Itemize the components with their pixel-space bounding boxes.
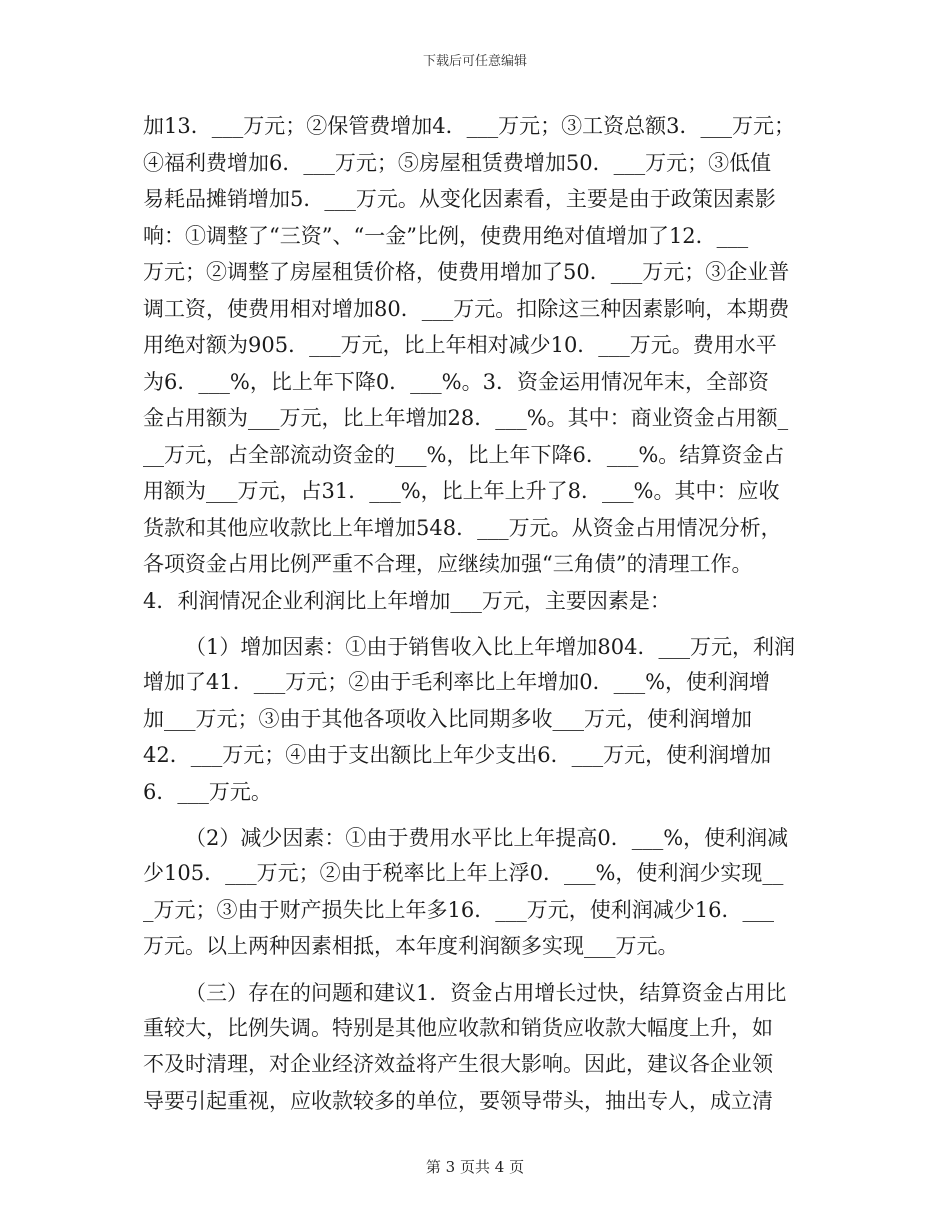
text-line: 42．___万元；④由于支出额比上年少支出6．___万元，使利润增加	[143, 743, 772, 767]
text-line: 万元；②调整了房屋租赁价格，使费用增加了50．___万元；③企业普	[143, 260, 790, 284]
text-line: 易耗品摊销增加5．___万元。从变化因素看，主要是由于政策因素影	[143, 187, 776, 211]
text-line: 响：①调整了“三资”、“一金”比例，使费用绝对值增加了12．___	[143, 223, 749, 248]
text-line: 为6．___%，比上年下降0．___%。3．资金运用情况年末，全部资	[143, 369, 769, 394]
page-header: 下载后可任意编辑	[422, 54, 527, 69]
text-line: 不及时清理，对企业经济效益将产生很大影响。因此，建议各企业领	[143, 1052, 773, 1076]
text-line: 少105．___万元；②由于税率比上年上浮0．___%，使利润少实现__	[143, 861, 784, 885]
text-line: _万元；③由于财产损失比上年多16．___万元，使利润减少16．___	[143, 897, 774, 922]
text-line: 金占用额为___万元，比上年增加28．___%。其中：商业资金占用额_	[143, 406, 789, 430]
text-line: 用绝对额为905．___万元，比上年相对减少10．___万元。费用水平	[143, 333, 777, 357]
text-line: 4．利润情况企业利润比上年增加___万元，主要因素是：	[143, 588, 671, 613]
text-line: （2）减少因素：①由于费用水平比上年提高0．___%，使利润减	[185, 826, 789, 850]
text-line: 重较大，比例失调。特别是其他应收款和销货应收款大幅度上升，如	[143, 1015, 773, 1040]
text-line: 导要引起重视，应收款较多的单位，要领导带头，抽出专人，成立清	[143, 1088, 773, 1113]
text-line: 增加了41．___万元；②由于毛利率比上年增加0．___%，使利润增	[143, 670, 771, 694]
page-footer: 第 3 页共 4 页	[425, 1158, 525, 1176]
text-line: 加13．___万元；②保管费增加4．___万元；③工资总额3．___万元；	[143, 114, 795, 138]
text-line: __万元，占全部流动资金的___%，比上年下降6．___%。结算资金占	[143, 442, 785, 467]
text-line: 各项资金占用比例严重不合理，应继续加强“三角债”的清理工作。	[143, 552, 753, 576]
text-line: ④福利费增加6．___万元；⑤房屋租赁费增加50．___万元；③低值	[143, 150, 772, 175]
text-line: 万元。以上两种因素相抵，本年度利润额多实现___万元。	[143, 934, 679, 958]
text-line: 调工资，使费用相对增加80．___万元。扣除这三种因素影响，本期费	[143, 296, 790, 321]
document-body	[143, 108, 818, 1119]
text-line: 货款和其他应收款比上年增加548．___万元。从资金占用情况分析，	[143, 515, 782, 540]
text-line: 用额为___万元，占31．___%，比上年上升了8．___%。其中：应收	[143, 479, 780, 503]
text-line: 6．___万元。	[143, 779, 272, 804]
text-line: （三）存在的问题和建议1．资金占用增长过快，结算资金占用比	[185, 980, 787, 1005]
text-line: 加___万元；③由于其他各项收入比同期多收___万元，使利润增加	[143, 706, 752, 731]
text-line: （1）增加因素：①由于销售收入比上年增加804．___万元，利润	[185, 635, 795, 659]
